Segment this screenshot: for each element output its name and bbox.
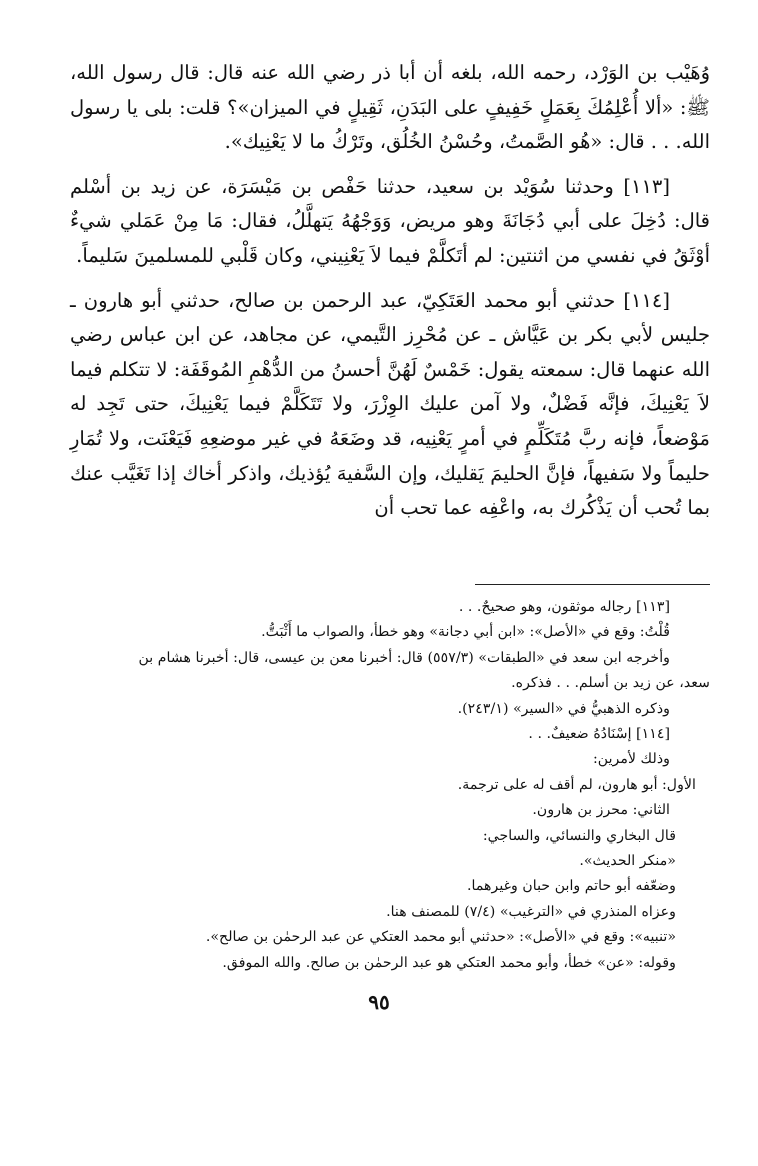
footnote-line: [١١٤] إسْنَادُهُ ضعيفٌ. . . bbox=[528, 726, 670, 743]
footnote-line: وعزاه المنذري في «الترغيب» (٧/٤) للمصنف هنا. bbox=[386, 903, 676, 920]
paragraph-113: [١١٣] وحدثنا سُوَيْد بن سعيد، حدثنا حَفْص بن مَيْسَرَة، عن زيد بن أسْلم قال: دُخِلَ على أبي دُجَانَةَ وهو مريض، وَوَجْهُهُ يَتهلَّلُ، فقال: مَا مِنْ عَمَلي شيءٌ أوْثَقُ في نفسي من اثنتين: لم أتَكلَّمْ فيما لاَ يَعْنِيني، وكان قَلْبي للمسلمينَ سَليماً. bbox=[70, 174, 710, 267]
footnote-line: الأول: أبو هارون، لم أقف له على ترجمة. bbox=[457, 776, 696, 793]
footnote-line: [١١٣] رجاله موثقون، وهو صحيحٌ. . . bbox=[458, 599, 670, 615]
footnote-line: وذلك لأمرين: bbox=[592, 751, 670, 768]
footnote-line: وذكره الذهبيُّ في «السير» (٢٤٣/١). bbox=[457, 700, 670, 717]
footnote-line: الثاني: محرز بن هارون. bbox=[532, 802, 670, 819]
footnote-line: وأخرجه ابن سعد في «الطبقات» (٥٥٧/٣) قال: أخبرنا معن بن عيسى، قال: أخبرنا هشام بن bbox=[138, 649, 670, 666]
footnote-line: وقوله: «عن» خطأ، وأبو محمد العتكي هو عبد الرحمٰن بن صالح. والله الموفق. bbox=[222, 954, 676, 971]
footnote-line: قال البخاري والنسائي، والساجي: bbox=[482, 827, 676, 844]
page-number: ٩٥ bbox=[368, 990, 390, 1014]
footnote-line: قُلْتُ: وقع في «الأصل»: «ابن أبي دجانة» وهو خطأ، والصواب ما أَثْبَتُّ. bbox=[261, 624, 670, 641]
paragraph-hadith-continuation: وُهَيْب بن الوَرْد، رحمه الله، بلغه أن أبا ذر رضي الله عنه قال: قال رسول الله، ﷺ: «ألا أُعْلِمُكَ بِعَمَلٍ خَفِيفٍ على البَدَنِ، ثَقِيلٍ في الميزان»؟ قلت: بلى يا رسول الله. . . قال: «هُو الصَّمتُ، وحُسْنُ الخُلُق، وتَرْكُ ما لا يَعْنِيك». bbox=[70, 61, 710, 154]
footnote-line: وضعّفه أبو حاتم وابن حبان وغيرهما. bbox=[466, 878, 676, 895]
footnote-line: «منكر الحديث». bbox=[579, 853, 676, 870]
footnote-line: «تنبيه»: وقع في «الأصل»: «حدثني أبو محمد العتكي عن عبد الرحمٰن بن صالح». bbox=[205, 929, 676, 946]
main-text bbox=[70, 56, 710, 526]
footnotes bbox=[70, 595, 710, 976]
paragraph-114: [١١٤] حدثني أبو محمد العَتَكِيّ، عبد الرحمن بن صالح، حدثني أبو هارون ـ جليس لأبي بكر بن عَيَّاش ـ عن مُحْرِز التَّيمي، عن مجاهد، عن ابن عباس رضي الله عنهما قال: سمعته يقول: خَمْسٌ لَهُنَّ أحسنُ من الدُّهْمِ المُوقَفَة: لا تتكلم فيما لاَ يَعْنِيكَ، فإنَّه فَضْلٌ، ولا آمن عليك الوِزْرَ، ولا تَتَكَلَّمْ فيما يَعْنِيكَ، حتى تَجِد له مَوْضعاً، فإنه ربَّ مُتَكَلِّمٍ في أمرٍ يَعْنِيه، قد وضَعَهُ في غير موضعِهِ فَيَعْنَت، ولا تُمَارِ حليماً ولا سَفيهاً، فإنَّ الحليمَ يَقليك، وإن السَّفيهَ يُؤذيك، واذكر أخاك إذا تَغَيَّب عنك بما تُحب أن يَذْكُرك به، واعْفِه عما تحب أن bbox=[70, 288, 710, 520]
footnote-divider bbox=[475, 584, 710, 585]
footnote-line: سعد، عن زيد بن أسلم. . . فذكره. bbox=[511, 675, 710, 692]
